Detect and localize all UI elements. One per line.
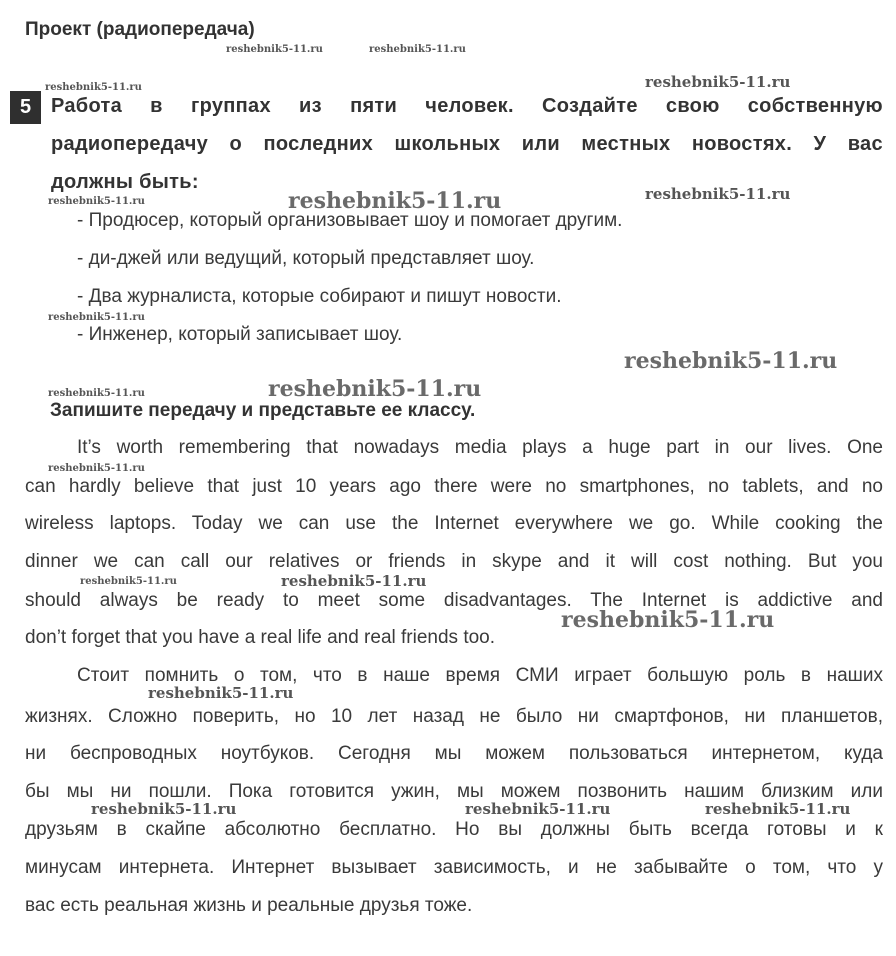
russian-line: вас есть реальная жизнь и реальные друзья тоже.: [25, 895, 473, 916]
russian-line: жизнях. Сложно поверить, но 10 лет назад не было ни смартфонов, ни планшетов,: [25, 706, 883, 727]
task-word: свою: [665, 95, 720, 117]
watermark: reshebnik5-11.ru: [561, 607, 775, 633]
task-word: или: [521, 133, 560, 155]
russian-line: Стоит помнить о том, что в наше время СМИ играет большую роль в наших: [77, 665, 883, 686]
watermark: reshebnik5-11.ru: [369, 44, 466, 55]
list-item: - Два журналиста, которые собирают и пишут новости.: [77, 286, 562, 307]
watermark: reshebnik5-11.ru: [281, 572, 427, 590]
russian-line: ни беспроводных ноутбуков. Сегодня мы можем пользоваться интернетом, куда: [25, 743, 883, 764]
russian-line: минусам интернета. Интернет вызывает зависимость, и не забывайте о том, что у: [25, 857, 883, 878]
watermark: reshebnik5-11.ru: [645, 185, 791, 203]
watermark: reshebnik5-11.ru: [48, 196, 145, 207]
english-line: dinner we can call our relatives or friends in skype and it will cost nothing. But you: [25, 551, 883, 572]
watermark: reshebnik5-11.ru: [624, 348, 838, 374]
task-word: человек.: [425, 95, 514, 117]
english-line: can hardly believe that just 10 years ago there were no smartphones, no tablets, and no: [25, 476, 883, 497]
watermark: reshebnik5-11.ru: [226, 44, 323, 55]
watermark: reshebnik5-11.ru: [465, 800, 611, 818]
list-item: - ди-джей или ведущий, который представляет шоу.: [77, 248, 535, 269]
list-item: - Продюсер, который организовывает шоу и помогает другим.: [77, 210, 623, 231]
task-word: У: [813, 133, 827, 155]
task-word: новостях.: [691, 133, 793, 155]
task-number-badge: 5: [10, 91, 41, 124]
russian-line: друзьям в скайпе абсолютно бесплатно. Но вы должны быть всегда готовы и к: [25, 819, 883, 840]
task-line-1: [51, 95, 883, 118]
task-word: Создайте: [541, 95, 638, 117]
task-word: местных: [581, 133, 671, 155]
english-line: should always be ready to meet some disadvantages. The Internet is addictive and: [25, 590, 883, 611]
task-word: собственную: [747, 95, 883, 117]
watermark: reshebnik5-11.ru: [48, 312, 145, 323]
english-line: wireless laptops. Today we can use the Internet everywhere we go. While cooking the: [25, 513, 883, 534]
task-word: о: [229, 133, 243, 155]
watermark: reshebnik5-11.ru: [91, 800, 237, 818]
subheading: Запишите передачу и представьте ее классу.: [50, 400, 476, 421]
english-line: don’t forget that you have a real life and real friends too.: [25, 627, 496, 648]
task-word: радиопередачу: [51, 133, 209, 155]
watermark: reshebnik5-11.ru: [268, 376, 482, 402]
task-word: Работа: [51, 95, 122, 117]
list-item: - Инженер, который записывает шоу.: [77, 324, 403, 345]
watermark: reshebnik5-11.ru: [48, 463, 145, 474]
task-word: в: [150, 95, 163, 117]
task-word: из: [299, 95, 322, 117]
task-word: школьных: [394, 133, 501, 155]
task-word: последних: [263, 133, 374, 155]
watermark: reshebnik5-11.ru: [705, 800, 851, 818]
watermark: reshebnik5-11.ru: [80, 576, 177, 587]
english-line: It’s worth remembering that nowadays media plays a huge part in our lives. One: [77, 437, 883, 458]
task-line-3: должны быть:: [51, 171, 199, 193]
watermark: reshebnik5-11.ru: [645, 73, 791, 91]
russian-line: бы мы ни пошли. Пока готовится ужин, мы можем позвонить нашим близким или: [25, 781, 883, 802]
watermark: reshebnik5-11.ru: [45, 82, 142, 93]
task-word: вас: [847, 133, 883, 155]
page-title: Проект (радиопередача): [25, 19, 255, 40]
watermark: reshebnik5-11.ru: [148, 684, 294, 702]
task-word: пяти: [350, 95, 398, 117]
task-line-2: [51, 133, 883, 156]
watermark: reshebnik5-11.ru: [48, 388, 145, 399]
task-word: группах: [190, 95, 271, 117]
watermark: reshebnik5-11.ru: [288, 188, 502, 214]
